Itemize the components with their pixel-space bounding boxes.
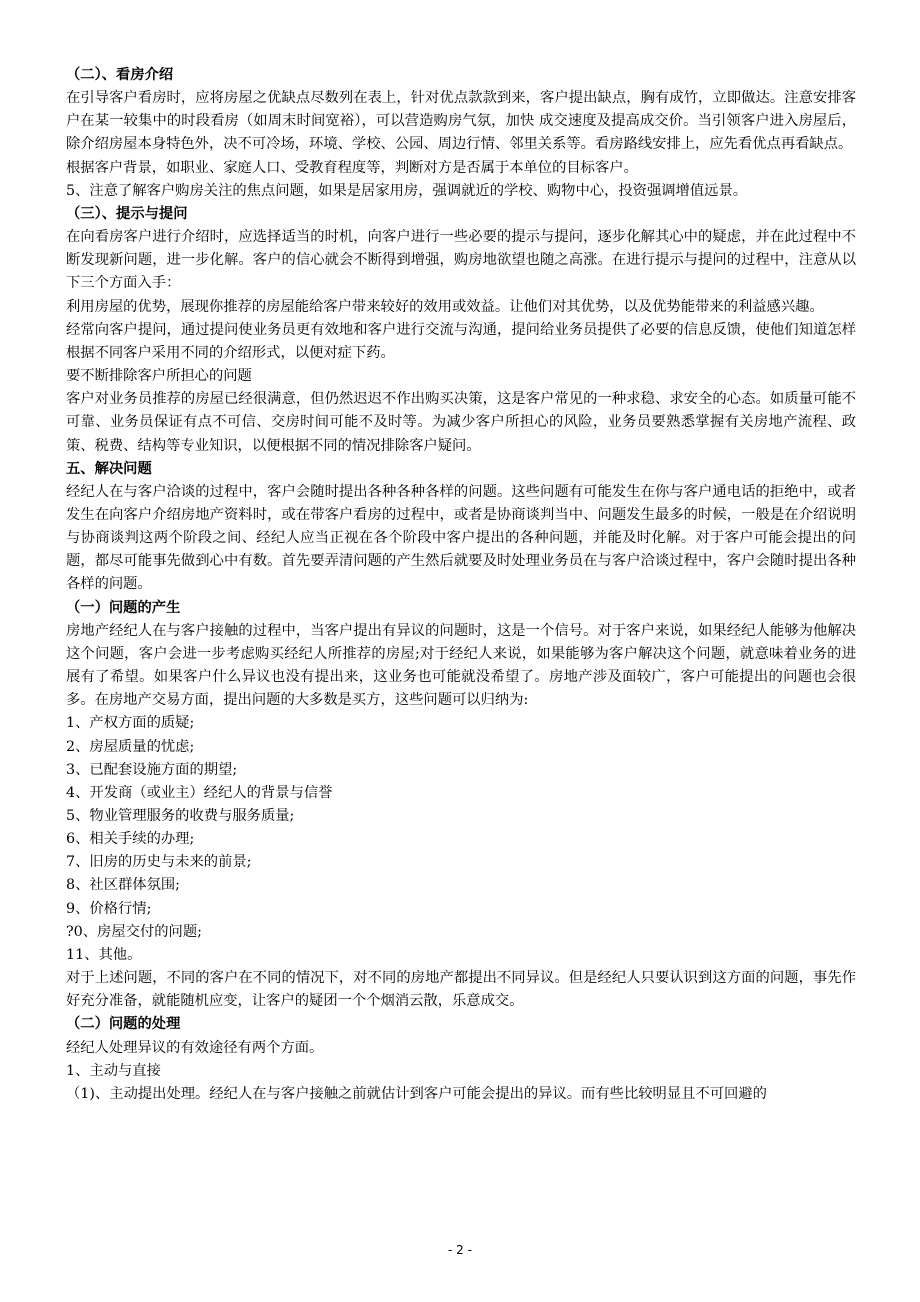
paragraph: 客户对业务员推荐的房屋已经很满意，但仍然迟迟不作出购买决策，这是客户常见的一种求稳、求安全的心态。如质量可能不可靠、业务员保证有点不可信、交房时间可能不及时等。为减少客户所担心的风险，业务员要熟悉掌握有关房地产流程、政策、税费、结构等专业知识，以便根据不同的情况排除客户疑问。 [66,391,856,454]
section-heading: （二）、看房介绍 [66,67,174,83]
paragraph: 经纪人处理异议的有效途径有两个方面。 [66,1039,324,1056]
paragraph: 5、注意了解客户购房关注的焦点问题，如果是居家用房，强调就近的学校、购物中心，投资强调增值远景。 [66,182,748,199]
paragraph: 经纪人在与客户洽谈的过程中，客户会随时提出各种各种各样的问题。这些问题有可能发生在你与客户通电话的拒绝中，或者发生在向客户介绍房地产资料时，或在带客户看房的过程中，或者是协商谈判当中、问题发生最多的时候，一般是在介绍说明与协商谈判这两个阶段之间、经纪人应当正视在各个阶段中客户提出的各种问题，并能及时化解。对于客户可能会提出的问题，都尽可能事先做到心中有数。首先要弄清问题的产生然后就要及时处理业务员在与客户洽谈过程中，客户会随时提出各种各样的问题。 [66,483,856,593]
section-heading: 五、解决问题 [66,460,152,477]
section-heading: （二）问题的处理 [66,1016,181,1033]
paragraph: 9、价格行情; [66,900,152,917]
paragraph: 利用房屋的优势，展现你推荐的房屋能给客户带来较好的效用或效益。让他们对其优势，以及优势能带来的利益感兴趣。 [66,298,824,315]
paragraph: 4、开发商（或业主）经纪人的背景与信誉 [66,784,333,801]
paragraph: 经常向客户提问，通过提问使业务员更有效地和客户进行交流与沟通，提问给业务员提供了必要的信息反馈，使他们知道怎样根据不同客户采用不同的介绍形式，以便对症下药。 [66,321,856,361]
section-heading: （一）问题的产生 [66,599,181,616]
paragraph: 对于上述问题，不同的客户在不同的情况下，对不同的房地产都提出不同异议。但是经纪人只要认识到这方面的问题，事先作好充分准备，就能随机应变，让客户的疑团一个个烟消云散，乐意成交。 [66,970,856,1010]
section-heading: （三）、提示与提问 [66,205,188,222]
paragraph: 7、旧房的历史与未来的前景; [66,854,252,871]
paragraph: ?0、房屋交付的问题; [66,923,202,940]
paragraph: 11、其他。 [66,946,142,963]
document-body [66,64,856,1106]
paragraph: 1、产权方面的质疑; [66,715,195,732]
paragraph: 要不断排除客户所担心的问题 [66,368,252,385]
paragraph: 3、已配套设施方面的期望; [66,761,238,778]
paragraph: 6、相关手续的办理; [66,831,195,848]
paragraph: 房地产经纪人在与客户接触的过程中，当客户提出有异议的问题时，这是一个信号。对于客户来说，如果经纪人能够为他解决这个问题，客户会进一步考虑购买经纪人所推荐的房屋;对于经纪人来说，如果能够为客户解决这个问题，就意味着业务的进展有了希望。如果客户什么异议也没有提出来，这业务也可能就没希望了。房地产涉及面较广，客户可能提出的问题也会很多。在房地产交易方面，提出问题的大多数是买方，这些问题可以归纳为: [66,622,856,709]
paragraph: 1、主动与直接 [66,1062,161,1079]
paragraph: 5、物业管理服务的收费与服务质量; [66,808,295,824]
paragraph: 8、社区群体氛围; [66,877,180,894]
paragraph: 根据客户背景，如职业、家庭人口、受教育程度等，判断对方是否属于本单位的目标客户。 [66,159,638,176]
paragraph: 2、房屋质量的忧虑; [66,738,195,755]
page-number: - 2 - [448,1243,472,1257]
paragraph: 在引导客户看房时，应将房屋之优缺点尽数列在表上，针对优点款款到来，客户提出缺点，胸有成竹，立即做达。注意安排客户在某一较集中的时段看房（如周末时间宽裕），可以营造购房气氛，加快 成交速度及提高成交价。当引领客户进入房屋后，除介绍房屋本身特色外，决不可冷场，环境、学校、公园、周边行情、邻里关系等。看房路线安排上，应先看优点再看缺点。 [66,90,856,153]
paragraph: 在向看房客户进行介绍时，应选择适当的时机，向客户进行一些必要的提示与提问，逐步化解其心中的疑虑，并在此过程中不断发现新问题，进一步化解。客户的信心就会不断得到增强，购房地欲望也随之高涨。在进行提示与提问的过程中，注意从以下三个方面入手： [66,229,856,292]
paragraph: （1)、主动提出处理。经纪人在与客户接触之前就估计到客户可能会提出的异议。而有些比较明显且不可回避的 [66,1085,767,1102]
